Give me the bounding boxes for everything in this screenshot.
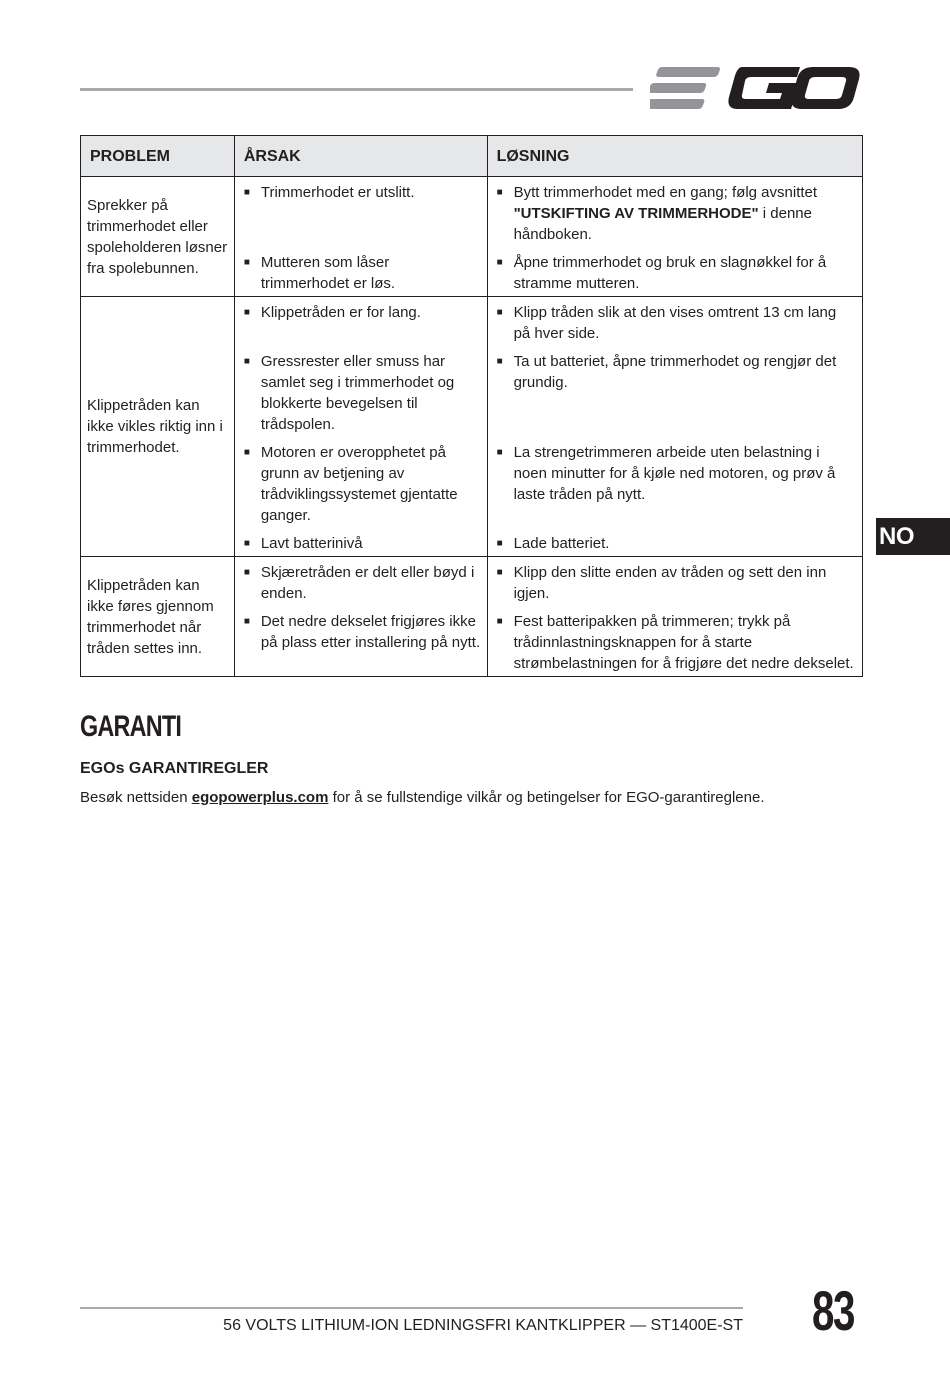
table-header-row xyxy=(81,136,863,177)
solution-item: ■ Ta ut batteriet, åpne trimmerhodet og rengjør det grundig. xyxy=(494,351,856,442)
warranty-text-start: Besøk nettsiden xyxy=(80,789,192,806)
header-rule xyxy=(80,88,633,91)
cause-cell xyxy=(234,177,487,297)
warranty-text xyxy=(80,789,764,806)
header-solution: LØSNING xyxy=(487,136,862,177)
table-row xyxy=(81,177,863,297)
header-problem: PROBLEM xyxy=(81,136,235,177)
solution-cell xyxy=(487,557,862,677)
solution-item: ■ Fest batteripakken på trimmeren; trykk på trådinnlastningsknappen for å starte strømbelastningen for å frigjøre det nedre dekselet. xyxy=(494,611,856,674)
table-row xyxy=(81,557,863,677)
cause-item: ■ Lavt batterinivå xyxy=(241,533,481,554)
ego-logo xyxy=(650,64,862,112)
solution-item: ■ Klipp den slitte enden av tråden og sett den inn igjen. xyxy=(494,562,856,611)
language-tab: NO xyxy=(876,518,950,555)
solution-item: ■ Åpne trimmerhodet og bruk en slagnøkkel for å stramme mutteren. xyxy=(494,252,856,294)
cause-cell xyxy=(234,297,487,557)
solution-text: i denne håndboken. xyxy=(513,205,812,243)
cause-item: ■ Det nedre dekselet frigjøres ikke på plass etter installering på nytt. xyxy=(241,611,481,653)
cause-item: ■ Skjæretråden er delt eller bøyd i enden. xyxy=(241,562,481,611)
solution-item: ■ La strengetrimmeren arbeide uten belastning i noen minutter for å kjøle ned motoren, og prøv å laste tråden på nytt. xyxy=(494,442,856,533)
footer-rule xyxy=(80,1307,743,1309)
footer-title: 56 VOLTS LITHIUM-ION LEDNINGSFRI KANTKLIPPER — ST1400E-ST xyxy=(223,1317,743,1334)
solution-item: ■ Klipp tråden slik at den vises omtrent 13 cm lang på hver side. xyxy=(494,302,856,351)
cause-cell xyxy=(234,557,487,677)
cause-item: ■ Klippetråden er for lang. xyxy=(241,302,481,351)
problem-cell xyxy=(81,177,235,297)
solution-item: ■ Lade batteriet. xyxy=(494,533,856,554)
cause-item: ■ Motoren er overopphetet på grunn av betjening av trådviklingssystemet gjentatte ganger. xyxy=(241,442,481,533)
page-number: 83 xyxy=(812,1279,854,1342)
problem-text: Sprekker på trimmerhodet eller spoleholderen løsner fra spolebunnen. xyxy=(87,196,228,277)
solution-cell xyxy=(487,297,862,557)
cause-item: ■ Gressrester eller smuss har samlet seg i trimmerhodet og blokkerte bevegelsen til trådspolen. xyxy=(241,351,481,442)
solution-cell xyxy=(487,177,862,297)
solution-text: Bytt trimmerhodet med en gang; følg avsnittet xyxy=(513,184,818,201)
cause-item: ■ Trimmerhodet er utslitt. xyxy=(241,182,481,252)
table-row xyxy=(81,297,863,557)
warranty-text-end: for å se fullstendige vilkår og betingelser for EGO-garantireglene. xyxy=(328,789,765,806)
problem-text: Klippetråden kan ikke føres gjennom trimmerhodet når tråden settes inn. xyxy=(87,576,214,657)
problem-cell xyxy=(81,557,235,677)
solution-reference: "UTSKIFTING AV TRIMMERHODE" xyxy=(513,205,759,222)
header-cause: ÅRSAK xyxy=(234,136,487,177)
problem-cell xyxy=(81,297,235,557)
solution-item xyxy=(494,182,856,252)
warranty-link[interactable]: egopowerplus.com xyxy=(191,789,329,806)
warranty-heading: GARANTI xyxy=(80,710,182,743)
warranty-subheading: EGOs GARANTIREGLER xyxy=(80,760,269,777)
problem-text: Klippetråden kan ikke vikles riktig inn i trimmerhodet. xyxy=(87,397,223,456)
troubleshooting-table xyxy=(80,135,863,677)
cause-item: ■ Mutteren som låser trimmerhodet er løs. xyxy=(241,252,481,294)
